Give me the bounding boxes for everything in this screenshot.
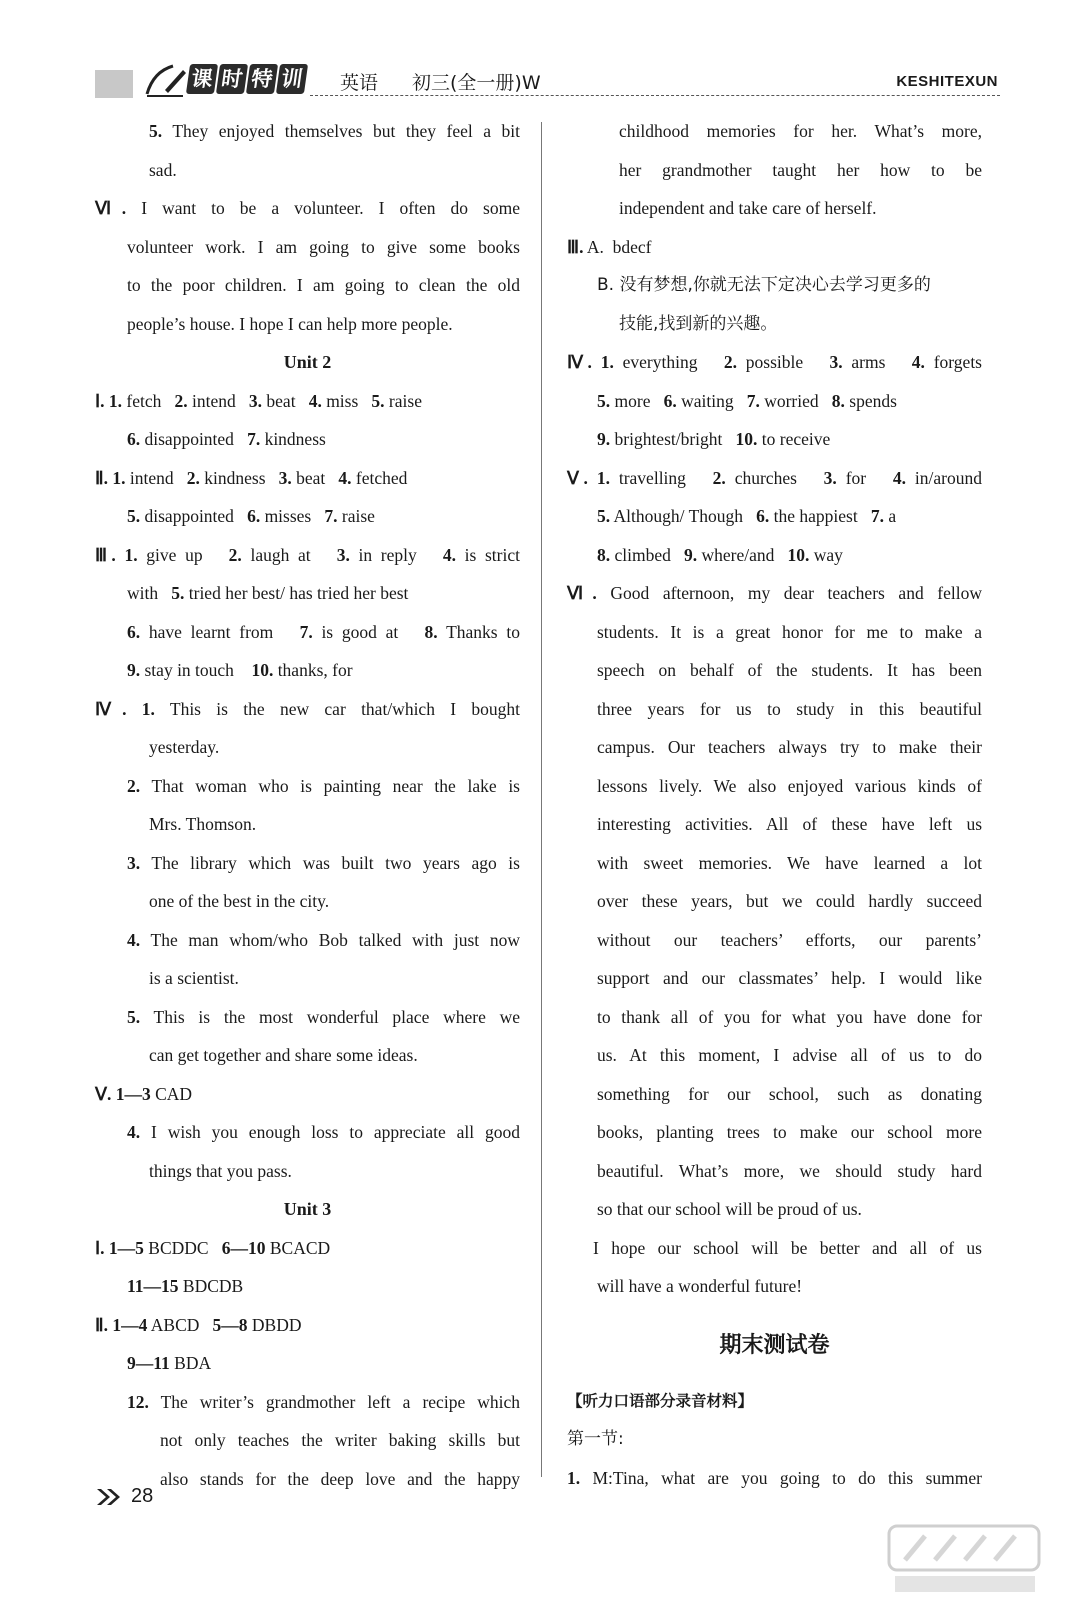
left-line: 5. They enjoyed themselves but they feel a bit: [149, 121, 520, 141]
left-line: to the poor children. I am going to clean the old: [127, 275, 520, 295]
left-line: Mrs. Thomson.: [149, 814, 257, 834]
right-line: beautiful. What’s more, we should study hard: [597, 1160, 982, 1181]
right-line: childhood memories for her. What’s more,: [619, 121, 982, 141]
right-line: to thank all of you for what you have done for: [597, 1006, 982, 1027]
left-line: also stands for the deep love and the happy: [160, 1468, 520, 1489]
right-line: 9. brightest/bright 10. to receive: [597, 429, 831, 449]
right-line: without our teachers’ efforts, our parents’: [597, 929, 982, 950]
right-line: students. It is a great honor for me to make a: [597, 621, 982, 642]
left-line: 4. The man whom/who Bob talked with just now: [127, 929, 520, 950]
right-line: 5. more 6. waiting 7. worried 8. spends: [597, 390, 897, 411]
right-line: over these years, but we could hardly succeed: [597, 891, 982, 911]
left-line: Ⅱ. 1. intend 2. kindness 3. beat 4. fetched: [95, 467, 408, 488]
right-line: Ⅳ. 1. everything 2. possible 3. arms 4. forgets: [567, 352, 982, 372]
part-label: 第一节:: [567, 1429, 624, 1449]
right-line: so that our school will be proud of us.: [597, 1199, 862, 1219]
header-gray-block: [95, 70, 133, 98]
right-line: Ⅲ. A. bdecf: [567, 236, 652, 257]
right-line: independent and take care of herself.: [619, 198, 877, 218]
brand-char: 时: [216, 64, 248, 94]
right-line: 8. climbed 9. where/and 10. way: [597, 544, 843, 565]
left-line: 6. have learnt from 7. is good at 8. Thanks to: [127, 621, 520, 642]
listening-section-heading: 【听力口语部分录音材料】: [567, 1391, 754, 1410]
right-line: campus. Our teachers always try to make their: [597, 737, 982, 757]
left-line: 5. This is the most wonderful place where we: [127, 1006, 520, 1027]
right-column: [567, 112, 982, 1497]
header-dashed-rule: [310, 95, 1000, 96]
left-line: yesterday.: [149, 737, 220, 757]
left-line: with 5. tried her best/ has tried her best: [127, 583, 409, 603]
left-line: 6. disappointed 7. kindness: [127, 429, 326, 449]
left-line: things that you pass.: [149, 1160, 292, 1181]
right-line: support and our classmates’ help. I would like: [597, 968, 982, 988]
left-line: 3. The library which was built two years ago is: [127, 852, 520, 873]
left-line: not only teaches the writer baking skills but: [160, 1430, 520, 1450]
right-line: lessons lively. We also enjoyed various kinds of: [597, 775, 982, 796]
brand-logo: [188, 64, 306, 94]
right-line: with sweet memories. We have learned a lot: [597, 852, 982, 873]
left-line: 9—11 BDA: [127, 1353, 212, 1373]
page-footer: [95, 1485, 153, 1508]
left-line: 5. disappointed 6. misses 7. raise: [127, 506, 375, 526]
right-line: her grandmother taught her how to be: [619, 159, 982, 180]
right-line: B. 没有梦想,你就无法下定决心去学习更多的: [597, 275, 931, 295]
dialogue-line: 1. M:Tina, what are you going to do this summer: [567, 1467, 982, 1488]
right-line: books, planting trees to make our school more: [597, 1122, 982, 1142]
grade-label: 初三(全一册)W: [412, 72, 541, 94]
left-line: 2. That woman who is painting near the lake is: [127, 775, 520, 796]
right-line: will have a wonderful future!: [597, 1276, 803, 1296]
left-line: Ⅲ. 1. give up 2. laugh at 3. in reply 4. is strict: [95, 544, 520, 565]
right-line: interesting activities. All of these have left us: [597, 814, 982, 834]
left-line: 9. stay in touch 10. thanks, for: [127, 660, 353, 680]
watermark-logo-icon: [885, 1520, 1045, 1598]
left-line: Ⅰ. 1—5 BCDDC 6—10 BCACD: [95, 1237, 331, 1258]
subject-label: 英语: [340, 72, 379, 94]
right-line: 技能,找到新的兴趣。: [619, 313, 778, 334]
left-line: Ⅴ. 1—3 CAD: [95, 1083, 193, 1104]
final-exam-title: 期末测试卷: [719, 1332, 830, 1358]
left-line: Ⅵ. I want to be a volunteer. I often do some: [95, 198, 520, 218]
brand-char: 训: [276, 64, 308, 94]
left-column: [95, 112, 520, 1498]
left-line: one of the best in the city.: [149, 891, 330, 911]
left-line: can get together and share some ideas.: [149, 1045, 418, 1065]
page-number: 28: [131, 1485, 154, 1507]
left-line: Unit 3: [283, 1199, 332, 1219]
brand-char: 特: [246, 64, 278, 94]
right-line: something for our school, such as donating: [597, 1083, 982, 1104]
right-line: speech on behalf of the students. It has been: [597, 660, 982, 680]
left-line: volunteer work. I am going to give some books: [127, 236, 520, 257]
left-line: 4. I wish you enough loss to appreciate all good: [127, 1122, 520, 1142]
left-line: Unit 2: [283, 352, 332, 372]
left-line: is a scientist.: [149, 968, 239, 988]
right-line: 5. Although/ Though 6. the happiest 7. a: [597, 506, 897, 526]
left-line: Ⅰ. 1. fetch 2. intend 3. beat 4. miss 5. raise: [95, 390, 422, 411]
right-line: Ⅴ. 1. travelling 2. churches 3. for 4. in/around: [567, 467, 982, 488]
column-divider: [541, 122, 542, 1477]
left-line: people’s house. I hope I can help more people.: [127, 313, 453, 334]
right-line: three years for us to study in this beautiful: [597, 698, 982, 719]
right-line: I hope our school will be better and all of us: [593, 1237, 982, 1258]
left-line: Ⅳ. 1. This is the new car that/which I bought: [95, 698, 520, 719]
left-line: sad.: [149, 159, 177, 180]
double-chevron-icon: [95, 1487, 123, 1507]
page-header: [0, 0, 1075, 105]
left-line: 12. The writer’s grandmother left a recipe which: [127, 1391, 520, 1412]
brand-char: 课: [186, 64, 218, 94]
right-line: Ⅵ. Good afternoon, my dear teachers and fellow: [567, 583, 982, 603]
brand-pinyin: KESHITEXUN: [896, 73, 998, 90]
right-line: us. At this moment, I advise all of us to do: [597, 1045, 982, 1065]
left-line: Ⅱ. 1—4 ABCD 5—8 DBDD: [95, 1314, 302, 1335]
pen-logo-icon: [143, 60, 187, 100]
left-line: 11—15 BDCDB: [127, 1276, 244, 1296]
